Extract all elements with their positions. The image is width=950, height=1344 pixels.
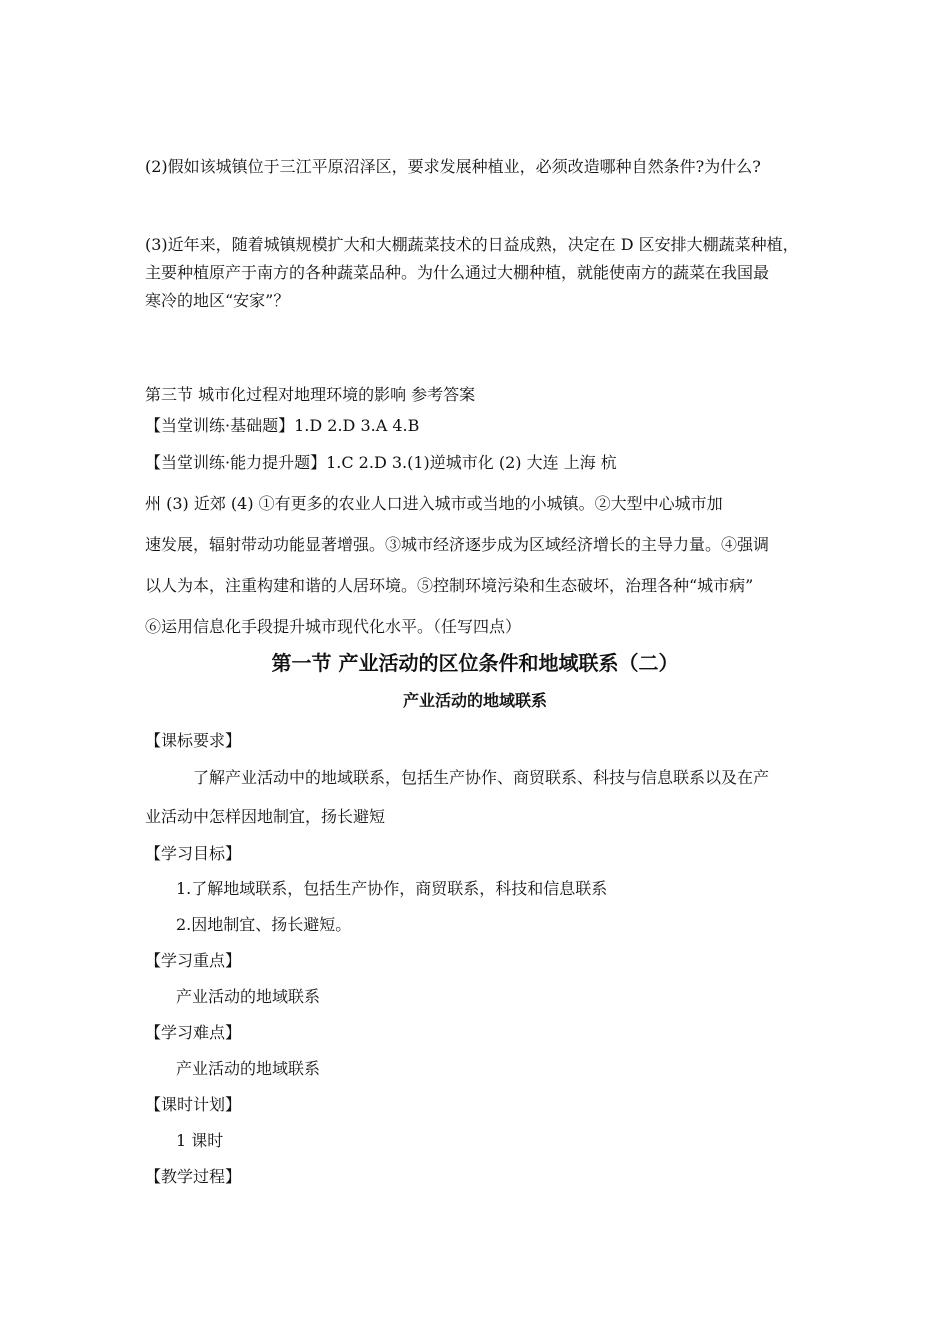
section-title: 第一节 产业活动的区位条件和地域联系（二） (271, 651, 679, 675)
section-subtitle: 产业活动的地域联系 (402, 691, 547, 710)
focus-text: 产业活动的地域联系 (176, 987, 321, 1006)
goal-item: 1.了解地域联系，包括生产协作，商贸联系，科技和信息联系 (176, 879, 608, 898)
ability-answers-line: 【当堂训练·能力提升题】1.C 2.D 3.(1)逆城市化 (2) 大连 上海 杭 (145, 453, 617, 472)
schedule-heading: 【课时计划】 (145, 1095, 242, 1114)
goals-heading: 【学习目标】 (145, 844, 242, 863)
ability-answers-line: 州 (3) 近郊 (4) ①有更多的农业人口进入城市或当地的小城镇。②大型中心城市加 (145, 494, 723, 513)
answer-heading: 第三节 城市化过程对地理环境的影响 参考答案 (145, 385, 476, 404)
ability-answers-line: ⑥运用信息化手段提升城市现代化水平。（任写四点） (145, 617, 522, 636)
difficulty-heading: 【学习难点】 (145, 1023, 242, 1042)
question-2: (2)假如该城镇位于三江平原沼泽区，要求发展种植业，必须改造哪种自然条件?为什么? (145, 157, 761, 176)
ability-answers-line: 以人为本，注重构建和谐的人居环境。⑤控制环境污染和生态破坏，治理各种“城市病” (145, 576, 754, 595)
focus-heading: 【学习重点】 (145, 951, 242, 970)
process-heading: 【教学过程】 (145, 1167, 242, 1186)
schedule-text: 1 课时 (176, 1131, 224, 1150)
goal-item: 2.因地制宜、扬长避短。 (176, 915, 352, 934)
basic-answers: 【当堂训练·基础题】1.D 2.D 3.A 4.B (145, 416, 420, 435)
curriculum-text-line: 了解产业活动中的地域联系，包括生产协作、商贸联系、科技与信息联系以及在产 (193, 768, 770, 787)
question-3-line: (3)近年来，随着城镇规模扩大和大棚蔬菜技术的日益成熟，决定在 D 区安排大棚蔬菜种植， (145, 235, 799, 254)
curriculum-text-line: 业活动中怎样因地制宜，扬长避短 (145, 807, 386, 826)
curriculum-heading: 【课标要求】 (145, 731, 242, 750)
ability-answers-line: 速发展，辐射带动功能显著增强。③城市经济逐步成为区域经济增长的主导力量。④强调 (145, 535, 770, 554)
difficulty-text: 产业活动的地域联系 (176, 1059, 321, 1078)
question-3-line: 寒冷的地区“安家”？ (145, 291, 290, 310)
question-3-line: 主要种植原产于南方的各种蔬菜品种。为什么通过大棚种植，就能使南方的蔬菜在我国最 (145, 263, 770, 282)
